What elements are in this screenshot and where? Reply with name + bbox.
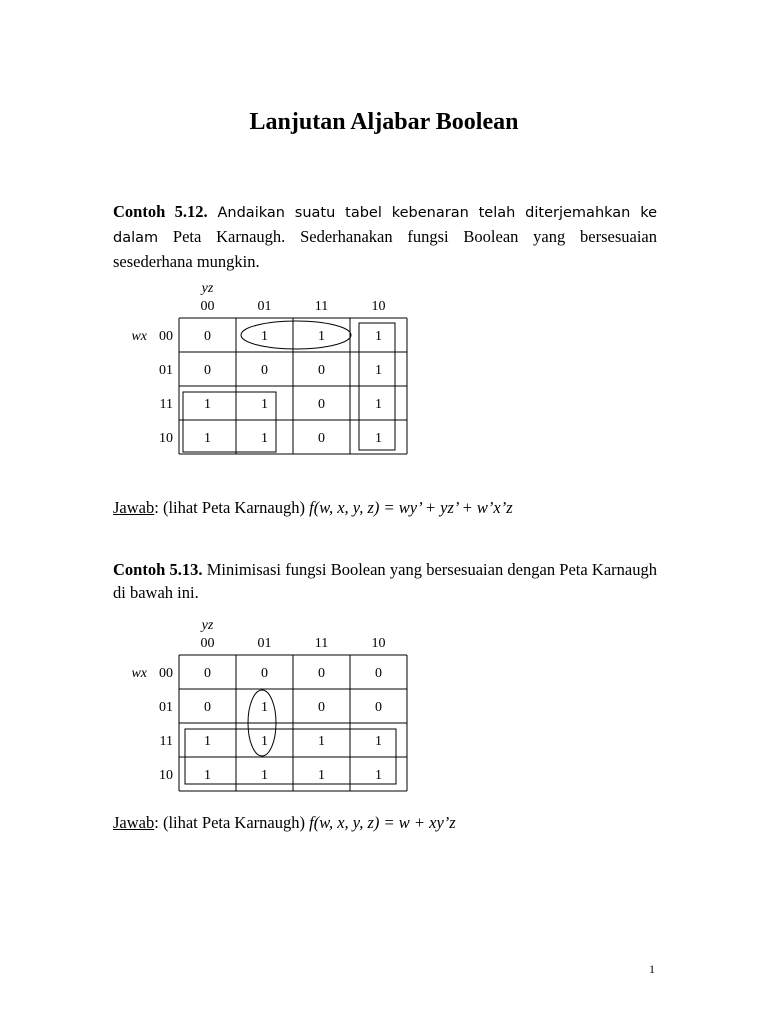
kmap2-group-ellipse bbox=[248, 690, 276, 756]
kmap1-col-header: 11 bbox=[314, 299, 329, 314]
example-5-13-body: Minimisasi fungsi Boolean yang bersesuaian dengan Peta Karnaugh di bawah ini. bbox=[113, 560, 657, 602]
kmap1-group-ellipse bbox=[241, 321, 351, 349]
kmap2-row-header: 00 bbox=[159, 666, 173, 681]
kmap1-cell: 0 bbox=[318, 397, 325, 412]
kmap1-cell: 1 bbox=[318, 329, 325, 344]
kmap1-cell: 1 bbox=[375, 431, 382, 446]
kmap1-col-header: 10 bbox=[371, 299, 386, 314]
kmap1-cell: 1 bbox=[204, 397, 211, 412]
example-5-12-intro: Andaikan suatu tabel kebenaran telah diterjemahkan ke dalam bbox=[113, 205, 658, 246]
kmap1-cell: 0 bbox=[204, 329, 211, 344]
kmap2-cell: 0 bbox=[375, 666, 382, 681]
example-5-13-text bbox=[113, 558, 657, 604]
kmap2-row-header: 10 bbox=[159, 768, 173, 783]
kmap2-cell: 1 bbox=[318, 768, 325, 783]
kmap2-cell: 1 bbox=[261, 700, 268, 715]
kmap1-row-var: wx bbox=[131, 329, 147, 344]
answer-5-13-mid: : (lihat Peta Karnaugh) bbox=[154, 813, 310, 832]
kmap2-col-var: yz bbox=[201, 618, 214, 633]
page-title: Lanjutan Aljabar Boolean bbox=[249, 109, 519, 135]
kmap1-cell: 1 bbox=[375, 363, 382, 378]
kmap2-cell: 1 bbox=[204, 734, 211, 749]
kmap1-group-rows-11-10 bbox=[183, 392, 276, 452]
kmap1-cell: 1 bbox=[261, 329, 268, 344]
kmap2-cell: 0 bbox=[318, 700, 325, 715]
example-5-12-label: Contoh 5.12. bbox=[113, 202, 208, 221]
kmap1-cell: 1 bbox=[204, 431, 211, 446]
kmap2-cell: 1 bbox=[261, 734, 268, 749]
example-5-13-label: Contoh 5.13. bbox=[113, 560, 203, 579]
kmap1-col-header: 01 bbox=[257, 299, 272, 314]
kmap1-cell: 0 bbox=[204, 363, 211, 378]
answer-5-13 bbox=[113, 813, 456, 833]
kmap1-cell: 1 bbox=[261, 397, 268, 412]
kmap1-cell: 0 bbox=[261, 363, 268, 378]
answer-5-12-label: Jawab bbox=[113, 498, 155, 517]
kmap2-cell: 1 bbox=[318, 734, 325, 749]
kmap2-col-header: 10 bbox=[371, 636, 386, 651]
kmap2-group-rows-11-10 bbox=[185, 729, 396, 784]
kmap1-cell: 1 bbox=[261, 431, 268, 446]
answer-5-13-formula: f(w, x, y, z) = w + xy’z bbox=[309, 813, 456, 832]
kmap2-cell: 1 bbox=[375, 768, 382, 783]
answer-5-13-label: Jawab bbox=[113, 813, 155, 832]
kmap2-row-header: 11 bbox=[159, 734, 173, 749]
kmap2-row-var: wx bbox=[131, 666, 147, 681]
kmap1-group-column-10 bbox=[359, 323, 395, 450]
kmap2-cell: 1 bbox=[204, 768, 211, 783]
kmap1-groupings bbox=[183, 321, 395, 452]
kmap2-col-header: 01 bbox=[257, 636, 272, 651]
kmap1-cell: 1 bbox=[375, 397, 382, 412]
answer-5-12 bbox=[113, 498, 513, 518]
kmap1-col-var: yz bbox=[201, 281, 214, 296]
kmap2-cell: 0 bbox=[375, 700, 382, 715]
example-5-12-body: Peta Karnaugh. Sederhanakan fungsi Boolean yang bersesuaian sesederhana mungkin. bbox=[113, 227, 657, 271]
kmap1-row-header: 11 bbox=[159, 397, 173, 412]
kmap1-row-header: 10 bbox=[159, 431, 173, 446]
kmap2-row-header: 01 bbox=[159, 700, 173, 715]
kmap2-grid bbox=[179, 655, 407, 791]
kmap1-cell: 0 bbox=[318, 363, 325, 378]
kmap1-col-header: 00 bbox=[200, 299, 215, 314]
kmap2-groupings bbox=[185, 690, 396, 784]
kmap2-cell: 0 bbox=[204, 700, 211, 715]
kmap1-grid bbox=[179, 318, 407, 454]
kmap1-row-header: 01 bbox=[159, 363, 173, 378]
kmap2-cell: 1 bbox=[261, 768, 268, 783]
kmap1-cell: 1 bbox=[375, 329, 382, 344]
kmap1-cell: 0 bbox=[318, 431, 325, 446]
kmap2-cell: 0 bbox=[204, 666, 211, 681]
kmap2-cell: 0 bbox=[318, 666, 325, 681]
kmap2-col-header: 11 bbox=[314, 636, 329, 651]
answer-5-12-mid: : (lihat Peta Karnaugh) bbox=[154, 498, 310, 517]
page-number: 1 bbox=[649, 962, 655, 976]
kmap1-row-header: 00 bbox=[159, 329, 173, 344]
example-5-12-text bbox=[113, 200, 657, 273]
kmap2-cell: 0 bbox=[261, 666, 268, 681]
kmap2-cell: 1 bbox=[375, 734, 382, 749]
answer-5-12-formula: f(w, x, y, z) = wy’ + yz’ + w’x’z bbox=[309, 498, 513, 517]
kmap2-col-header: 00 bbox=[200, 636, 215, 651]
